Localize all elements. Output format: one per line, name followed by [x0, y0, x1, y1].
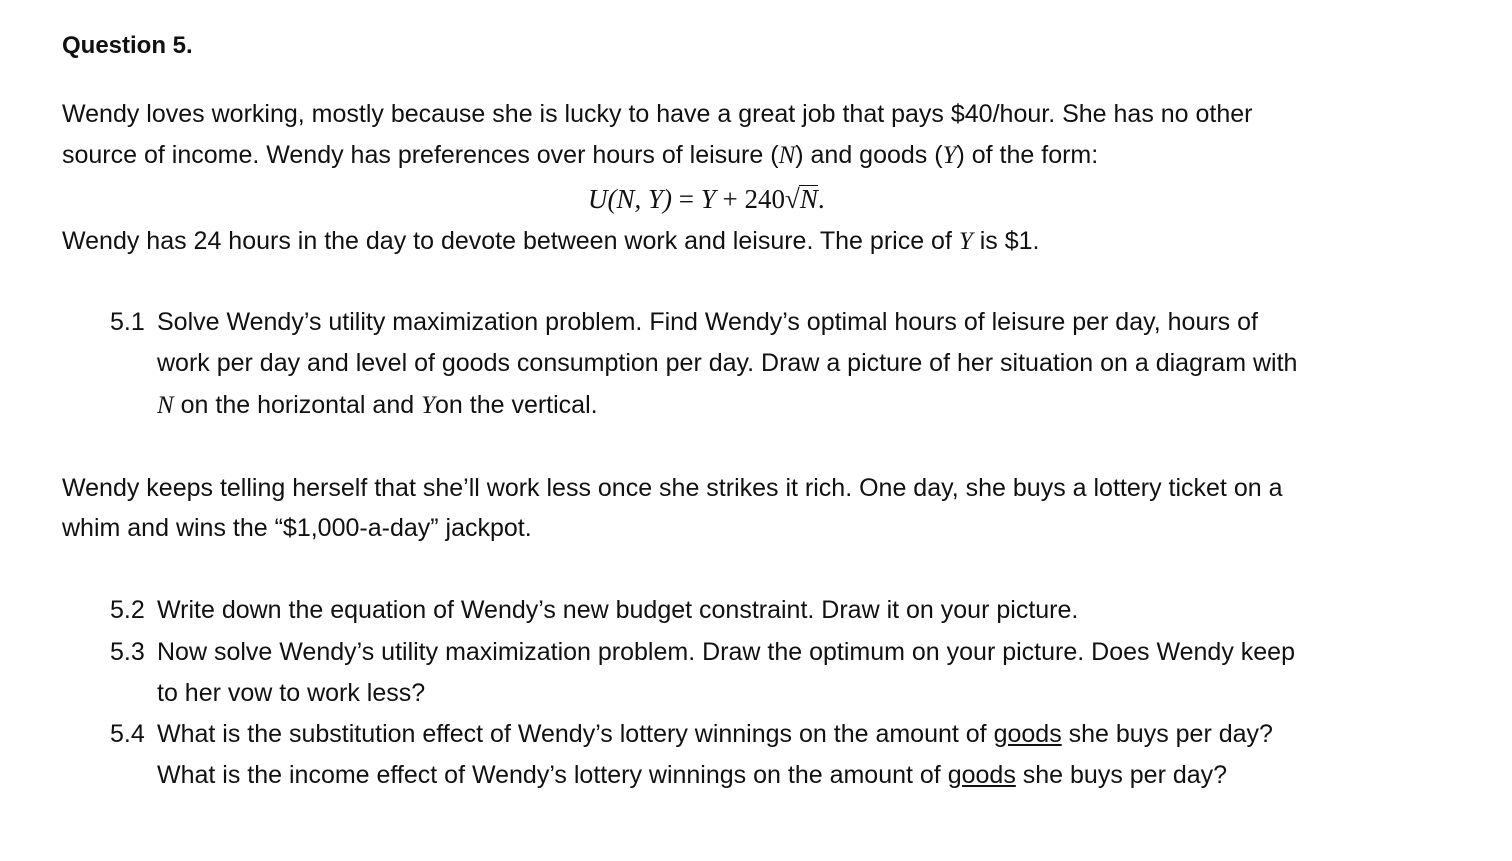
- part-5-4-line-2: [157, 759, 1227, 791]
- part-5-3-line-1: [110, 636, 1295, 668]
- goods-symbol: Y: [942, 142, 957, 169]
- part-5-3-number: 5.3: [110, 638, 145, 666]
- part-5-1-number: 5.1: [110, 308, 145, 336]
- formula-period: .: [817, 184, 825, 214]
- part-5-1-line-2: work per day and level of goods consumption per day. Draw a picture of her situation on a diagram with: [157, 349, 1298, 377]
- part-5-4-goods-underlined-2: goods: [947, 761, 1016, 789]
- formula-lhs: U(N, Y): [588, 184, 673, 214]
- part-5-2: [110, 594, 1078, 626]
- part-5-1-text-3b: on the vertical.: [435, 391, 598, 419]
- intro-line-3-text-a: Wendy has 24 hours in the day to devote between work and leisure. The price of: [62, 227, 959, 255]
- utility-formula: [588, 183, 825, 215]
- intro-line-2: [62, 139, 1098, 172]
- lottery-line-1: Wendy keeps telling herself that she’ll work less once she strikes it rich. One day, she buys a lottery ticket on a: [62, 474, 1283, 502]
- intro-line-2-text-a: source of income. Wendy has preferences over hours of leisure (: [62, 141, 779, 169]
- part-5-2-number: 5.2: [110, 596, 145, 624]
- question-title: Question 5.: [62, 32, 193, 59]
- part-5-4-text-2b: she buys per day?: [1015, 761, 1228, 789]
- price-goods-symbol: Y: [958, 228, 973, 255]
- horizontal-axis-symbol: N: [157, 392, 174, 419]
- leisure-symbol: N: [778, 142, 796, 169]
- formula-equals: =: [672, 184, 701, 214]
- part-5-4-goods-underlined-1: goods: [993, 720, 1062, 748]
- intro-line-2-text-c: ) of the form:: [956, 141, 1099, 169]
- part-5-4-text-1a: What is the substitution effect of Wendy’s lottery winnings on the amount of: [157, 720, 994, 748]
- part-5-1-text-3a: on the horizontal and: [173, 391, 422, 419]
- intro-line-3-text-b: is $1.: [972, 227, 1040, 255]
- intro-line-3: [62, 225, 1039, 258]
- formula-y: Y: [700, 184, 716, 214]
- part-5-4-text-1b: she buys per day?: [1061, 720, 1273, 748]
- intro-line-1: Wendy loves working, mostly because she is lucky to have a great job that pays $40/hour. She has no other: [62, 100, 1253, 128]
- lottery-line-2: whim and wins the “$1,000-a-day” jackpot.: [62, 514, 532, 542]
- part-5-1-text-1: Solve Wendy’s utility maximization problem. Find Wendy’s optimal hours of leisure per day, hours of: [157, 308, 1258, 336]
- part-5-3-line-2: to her vow to work less?: [157, 679, 426, 707]
- part-5-4-text-2a: What is the income effect of Wendy’s lottery winnings on the amount of: [157, 761, 948, 789]
- part-5-1-line-1: [110, 306, 1258, 338]
- formula-sqrt-symbol: √: [785, 184, 800, 214]
- part-5-2-text: Write down the equation of Wendy’s new budget constraint. Draw it on your picture.: [157, 596, 1079, 624]
- formula-sqrt-arg: N: [799, 184, 818, 214]
- formula-plus-240: + 240: [715, 184, 786, 214]
- part-5-4-line-1: [110, 718, 1273, 750]
- part-5-3-text-1: Now solve Wendy’s utility maximization problem. Draw the optimum on your picture. Does Wendy keep: [157, 638, 1295, 666]
- part-5-4-number: 5.4: [110, 720, 145, 748]
- part-5-1-line-3: [157, 389, 598, 422]
- intro-line-2-text-b: ) and goods (: [795, 141, 943, 169]
- vertical-axis-symbol: Y: [421, 392, 435, 419]
